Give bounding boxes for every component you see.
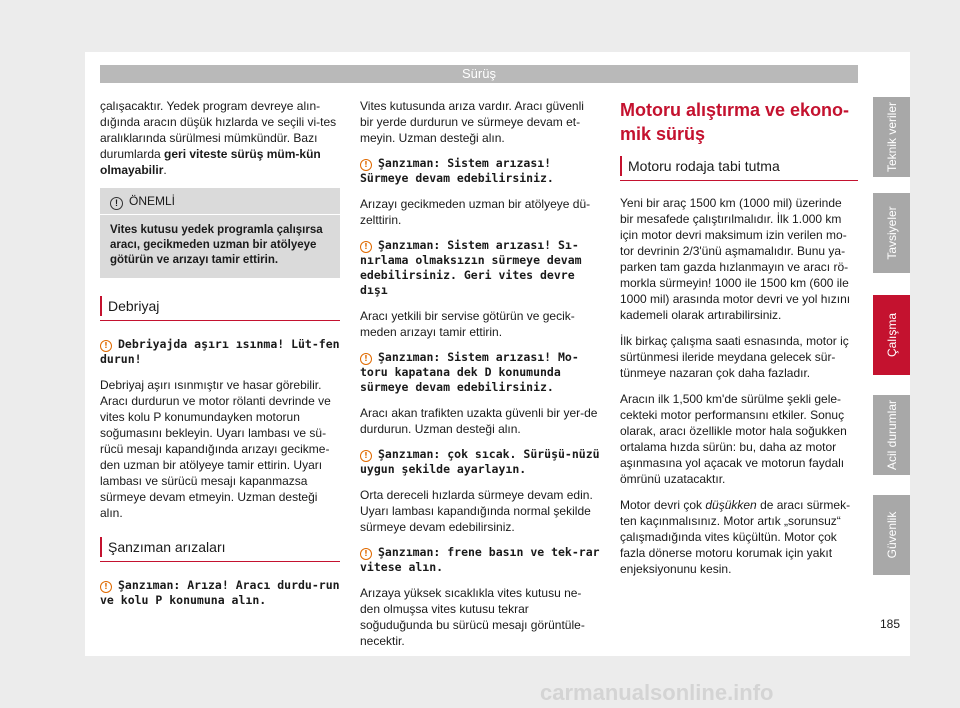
driver-message: ! Şanzıman: çok sıcak. Sürüşü-nüzü uygun şekilde ayarlayın. <box>360 447 600 476</box>
paragraph: Motor devri çok düşükken de aracı sürmek-ten kaçınmalısınız. Motor artık „sorunsuz“ çalışmadığında vites küçültün. Motor çok fazla dönerse motoru korumak için yakıt enjeksiyonunu kesin. <box>620 498 851 576</box>
section-heading: Debriyaj <box>100 298 340 321</box>
column-2 <box>360 98 600 659</box>
paragraph: İlk birkaç çalışma saati esnasında, motor iç sürtünmesi ileride meydana gelecek sür-tünmeye nazaran çok daha fazladır. <box>620 334 849 380</box>
tab-guvenlik[interactable]: Güvenlik <box>873 495 910 575</box>
info-icon: ! <box>110 197 123 210</box>
tab-acil-durumlar[interactable]: Acil durumlar <box>873 395 910 475</box>
paragraph: Aracın ilk 1,500 km'de sürülme şekli gele-cekteki motor performansını etkiler. Sonuç olarak, aracı özellikle motor hala soğukken ortalama hızda sürün: bu, daha az motor aşınmasına yol açacak ve motorun faydalı ömrünü uzatacaktır. <box>620 392 847 486</box>
paragraph: Arızayı gecikmeden uzman bir atölyeye dü-zelttirin. <box>360 197 591 227</box>
driver-message: ! Debriyajda aşırı ısınma! Lüt-fen durun! <box>100 337 340 366</box>
warning-icon: ! <box>360 353 372 365</box>
driver-message: ! Şanzıman: Arıza! Aracı durdu-run ve kolu P konumuna alın. <box>100 578 340 607</box>
warning-icon: ! <box>360 241 372 253</box>
paragraph: Arızaya yüksek sıcaklıkla vites kutusu ne-den olmuşsa vites kutusu tekrar soğuduğunda bu sürücü mesajı görüntüle-necektir. <box>360 586 585 648</box>
column-3 <box>620 98 858 587</box>
tab-tavsiyeler[interactable]: Tavsiyeler <box>873 193 910 273</box>
notice-box <box>100 188 340 278</box>
notice-title: ÖNEMLİ <box>129 194 176 208</box>
driver-message: ! Şanzıman: frene basın ve tek-rar vitese alın. <box>360 545 600 574</box>
page-header: Sürüş <box>100 65 858 83</box>
paragraph: Orta dereceli hızlarda sürmeye devam edin. Uyarı lambası kapandığında normal şekilde sürmeye devam edebilirsiniz. <box>360 488 593 534</box>
driver-message: ! Şanzıman: Sistem arızası! Sı-nırlama olmaksızın sürmeye devam edebilirsiniz. Geri vites devre dışı <box>360 238 582 297</box>
chapter-title: Motoru alıştırma ve ekono-mik sürüş <box>620 100 850 144</box>
page-number: 185 <box>880 617 901 631</box>
paragraph: Debriyaj aşırı ısınmıştır ve hasar görebilir. Aracı durdurun ve motor rölanti devrinde ve vites kolu P konumundayken motorun soğumasını bekleyin. Uyarı lambası ve sü-rücü mesajı kapandığında arızayı gecikme-den uzman bir atölyeye tamir ettirin. Uyarı lambası ve sürücü mesajı kapanmazsa sürmeye devam etmeyin. Uzman desteği alın. <box>100 378 331 520</box>
section-heading: Şanzıman arızaları <box>100 539 340 562</box>
paragraph: Aracı akan trafikten uzakta güvenli bir yer-de durdurun. Uzman desteği alın. <box>360 406 598 436</box>
paragraph: Vites kutusunda arıza vardır. Aracı güvenli bir yerde durdurun ve sürmeye devam et-meyin. Uzman desteği alın. <box>360 99 584 145</box>
notice-body: Vites kutusu yedek programla çalışırsa aracı, gecikmeden uzman bir atölyeye götürün ve arızayı tamir ettirin. <box>110 224 323 266</box>
tab-calisma[interactable]: Çalışma <box>873 295 910 375</box>
warning-icon: ! <box>360 450 372 462</box>
warning-icon: ! <box>360 159 372 171</box>
driver-message: ! Şanzıman: Sistem arızası! Sürmeye devam edebilirsiniz. <box>360 156 554 185</box>
driver-message: ! Şanzıman: Sistem arızası! Mo-toru kapatana dek D konumunda sürmeye devam edebilirsiniz. <box>360 350 579 394</box>
column-1 <box>100 98 340 618</box>
tab-teknik-veriler[interactable]: Teknik veriler <box>873 97 910 177</box>
warning-icon: ! <box>100 340 112 352</box>
watermark: carmanualsonline.info <box>540 680 774 705</box>
paragraph: Yeni bir araç 1500 km (1000 mil) üzerinde bir mesafede çalıştırılmalıdır. İlk 1.000 km için motor devri maksimum izin verilen mo-tor devrinin 2/3'ünü aşmamalıdır. Bunu ya-parken tam gazda hızlanmayın ve aracı rö-morkla sürmeyin! 1000 ile 1500 km (600 ile 1000 mil) arasında motor devri ve yol hızını kademeli olarak artırabilirsiniz. <box>620 196 851 322</box>
paragraph: Aracı yetkili bir servise götürün ve gecik-meden arızayı tamir ettirin. <box>360 309 575 339</box>
warning-icon: ! <box>100 581 112 593</box>
warning-icon: ! <box>360 548 372 560</box>
section-heading: Motoru rodaja tabi tutma <box>620 156 858 181</box>
paragraph: çalışacaktır. Yedek program devreye alın-dığında aracın düşük hızlarda ve seçili vi-tes aralıklarında sürülmesi mümkündür. Bazı durumlarda geri viteste sürüş müm-kün olmayabilir. <box>100 99 337 177</box>
